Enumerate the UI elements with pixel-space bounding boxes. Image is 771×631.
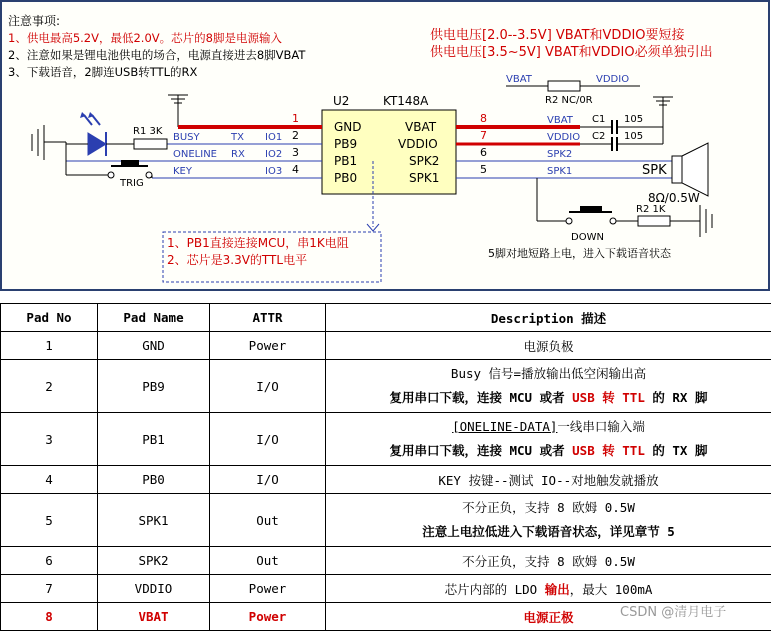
desc-highlight: 输出 [544,581,570,597]
down-r2-label: R2 1K [636,204,666,215]
description-cell [326,413,771,466]
description-cell: 电源正极 [326,603,771,631]
pad-no-cell: 5 [1,494,98,547]
c1-label: C1 [592,114,606,125]
net-tx: TX [231,132,244,143]
pad-name-cell: SPK1 [98,494,210,547]
chip-pin-vbat: VBAT [405,120,437,134]
table-row [1,360,771,413]
power-note-2: 供电电压[3.5~5V] VBAT和VDDIO必须单独引出 [430,45,713,60]
pin-number-1: 1 [292,112,299,125]
description-line [330,439,767,463]
power-note-1: 供电电压[2.0--3.5V] VBAT和VDDIO要短接 [430,28,685,43]
header-pad-name: Pad Name [98,304,210,332]
notes-title: 注意事项: [8,14,61,28]
desc-text: 一线串口输入端 [557,419,645,434]
pad-name-cell: GND [98,332,210,360]
table-row [1,332,771,360]
desc-text: ，最大 100mA [569,581,653,597]
callout-line-1: 1、PB1直接连接MCU，串1K电阻 [167,236,349,250]
chip-pin-gnd: GND [334,120,362,134]
pin-number-6: 6 [480,146,487,159]
desc-text: 的 RX 脚 [644,390,708,405]
pin-number-7: 7 [480,129,487,142]
net-rx: RX [231,149,245,160]
spk-spec: 8Ω/0.5W [648,191,700,205]
vddio-top-label: VDDIO [596,74,630,85]
desc-text: 复用串口下载，连接 MCU 或者 [389,390,573,405]
chip-pin-pb1: PB1 [334,154,358,168]
attr-cell: I/O [210,466,326,494]
r2-label: R2 NC/0R [545,95,593,106]
description-cell [326,360,771,413]
callout-line-2: 2、芯片是3.3V的TTL电平 [167,253,308,267]
note-1: 1、供电最高5.2V，最低2.0V。芯片的8脚是电源输入 [8,31,282,45]
description-cell [326,494,771,547]
header-attr: ATTR [210,304,326,332]
attr-cell: Out [210,547,326,575]
net-vbat: VBAT [547,115,573,126]
net-spk2: SPK2 [547,149,573,160]
net-oneline: ONELINE [173,149,217,160]
description-line: 不分正负，支持 8 欧姆 0.5W [462,500,635,515]
chip-pin-vddio: VDDIO [398,137,438,151]
attr-cell: I/O [210,413,326,466]
chip-ref: U2 [333,94,350,108]
pin-number-5: 5 [480,163,487,176]
table-row [1,494,771,547]
pad-no-cell: 8 [1,603,98,631]
note-2: 2、注意如果是锂电池供电的场合，电源直接进去8脚VBAT [8,48,306,62]
net-spk1: SPK1 [547,166,573,177]
header-description: Description 描述 [326,304,771,332]
pin-number-3: 3 [292,146,299,159]
c2-value: 105 [624,131,644,142]
chip-pin-spk1: SPK1 [409,171,440,185]
watermark: CSDN @清月电子 [620,605,727,620]
attr-cell: Power [210,332,326,360]
c1-value: 105 [624,114,644,125]
pad-no-cell: 3 [1,413,98,466]
description-line: 注意上电拉低进入下载语音状态，详见章节 5 [422,524,675,539]
desc-link: [ONELINE-DATA] [452,419,558,434]
pad-name-cell: PB9 [98,360,210,413]
description-line: Busy 信号=播放输出低空闲输出高 [450,366,647,381]
table-row [1,547,771,575]
trig-label: TRIG [120,178,144,189]
pad-no-cell: 2 [1,360,98,413]
chip-pin-pb0: PB0 [334,171,358,185]
description-cell: KEY 按键--测试 IO--对地触发就播放 [326,466,771,494]
r1-label: R1 3K [133,126,163,137]
spk-label: SPK [642,163,667,178]
chip-pin-spk2: SPK2 [409,154,440,168]
description-line [330,415,767,439]
description-cell: 不分正负，支持 8 欧姆 0.5W [326,547,771,575]
desc-text: 的 TX 脚 [644,443,708,458]
c2-label: C2 [592,131,606,142]
table-row [1,575,771,603]
pin-table [0,303,771,631]
io3-label: IO3 [265,166,283,177]
pad-no-cell: 7 [1,575,98,603]
header-pad-no: Pad No [1,304,98,332]
pad-no-cell: 1 [1,332,98,360]
attr-cell: I/O [210,360,326,413]
pad-name-cell: VDDIO [98,575,210,603]
chip-pin-pb9: PB9 [334,137,358,151]
net-busy: BUSY [173,132,200,143]
pad-name-cell: PB0 [98,466,210,494]
net-vddio: VDDIO [547,132,581,143]
r1-resistor [134,139,167,149]
note-3: 3、下载语音，2脚连USB转TTL的RX [8,65,198,79]
pad-no-cell: 4 [1,466,98,494]
pin-number-4: 4 [292,163,299,176]
attr-cell: Power [210,603,326,631]
r2-resistor [548,81,580,91]
attr-cell: Out [210,494,326,547]
io1-label: IO1 [265,132,283,143]
down-note: 5脚对地短路上电，进入下载语音状态 [488,247,671,260]
desc-highlight: USB 转 TTL [572,390,645,405]
desc-text: 复用串口下载，连接 MCU 或者 [389,443,573,458]
pin-number-8: 8 [480,112,487,125]
io2-label: IO2 [265,149,283,160]
description-cell [326,575,771,603]
down-label: DOWN [571,232,604,243]
desc-text: 芯片内部的 LDO [444,581,545,597]
schematic [0,0,771,293]
attr-cell: Power [210,575,326,603]
table-row [1,466,771,494]
net-key: KEY [173,166,192,177]
description-cell: 电源负极 [326,332,771,360]
table-row [1,413,771,466]
down-resistor [638,216,670,226]
vbat-top-label: VBAT [506,74,532,85]
desc-highlight: USB 转 TTL [572,443,645,458]
pin-number-2: 2 [292,129,299,142]
pad-name-cell: SPK2 [98,547,210,575]
pad-name-cell: PB1 [98,413,210,466]
description-line [330,386,767,410]
chip-name: KT148A [383,94,429,108]
pad-name-cell: VBAT [98,603,210,631]
pad-no-cell: 6 [1,547,98,575]
